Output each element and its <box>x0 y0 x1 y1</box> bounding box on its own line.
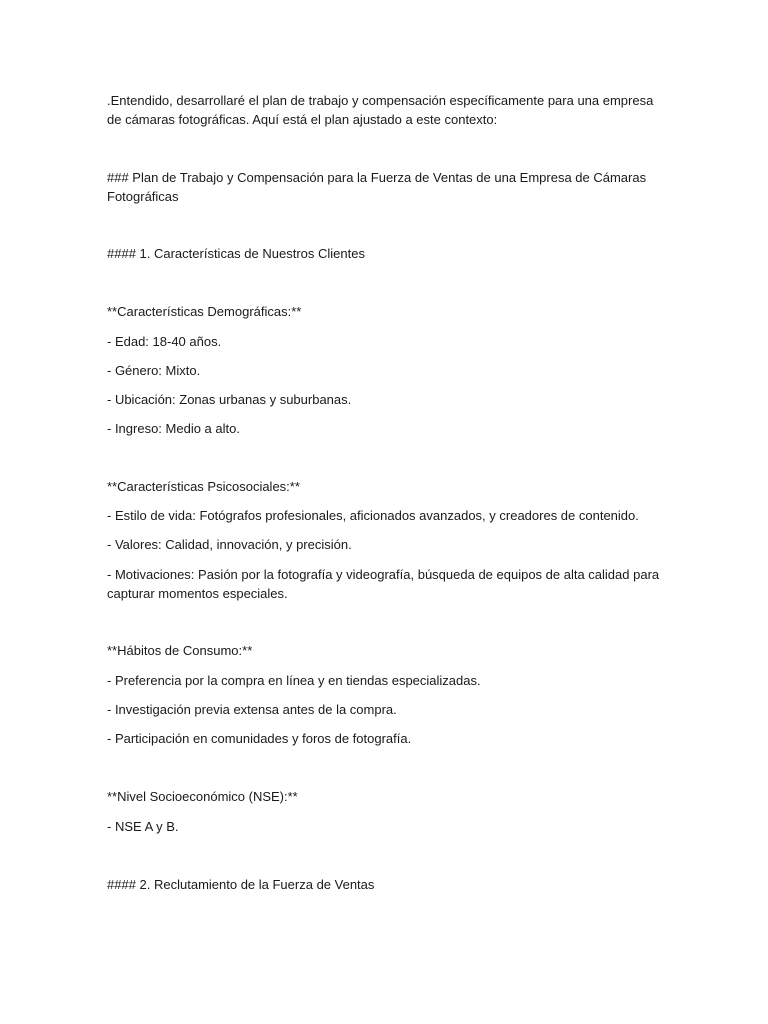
psychosocial-title: **Características Psicosociales:** <box>107 479 300 494</box>
consumption-item-preference: - Preferencia por la compra en línea y en tiendas especializadas. <box>107 673 481 688</box>
section1-heading: #### 1. Características de Nuestros Clientes <box>107 246 365 261</box>
psychosocial-item-lifestyle: - Estilo de vida: Fotógrafos profesionales, aficionados avanzados, y creadores de contenido. <box>107 508 639 523</box>
psychosocial-item-motivations: - Motivaciones: Pasión por la fotografía y videografía, búsqueda de equipos de alta calidad para capturar momentos especiales. <box>107 567 660 601</box>
consumption-item-research: - Investigación previa extensa antes de la compra. <box>107 702 397 717</box>
consumption-item-communities: - Participación en comunidades y foros de fotografía. <box>107 731 412 746</box>
demographic-item-gender: - Género: Mixto. <box>107 363 201 378</box>
demographic-item-location: - Ubicación: Zonas urbanas y suburbanas. <box>107 392 352 407</box>
section2-heading: #### 2. Reclutamiento de la Fuerza de Ventas <box>107 877 375 892</box>
consumption-title: **Hábitos de Consumo:** <box>107 643 253 658</box>
nse-title: **Nivel Socioeconómico (NSE):** <box>107 789 298 804</box>
intro-paragraph: .Entendido, desarrollaré el plan de trabajo y compensación específicamente para una empresa de cámaras fotográficas. Aquí está el plan ajustado a este contexto: <box>107 93 654 127</box>
psychosocial-item-values: - Valores: Calidad, innovación, y precisión. <box>107 537 352 552</box>
demographic-item-income: - Ingreso: Medio a alto. <box>107 421 240 436</box>
main-heading: ### Plan de Trabajo y Compensación para la Fuerza de Ventas de una Empresa de Cámaras Fotográficas <box>107 170 647 204</box>
nse-item: - NSE A y B. <box>107 819 179 834</box>
demographic-item-age: - Edad: 18-40 años. <box>107 334 222 349</box>
demographic-title: **Características Demográficas:** <box>107 304 302 319</box>
